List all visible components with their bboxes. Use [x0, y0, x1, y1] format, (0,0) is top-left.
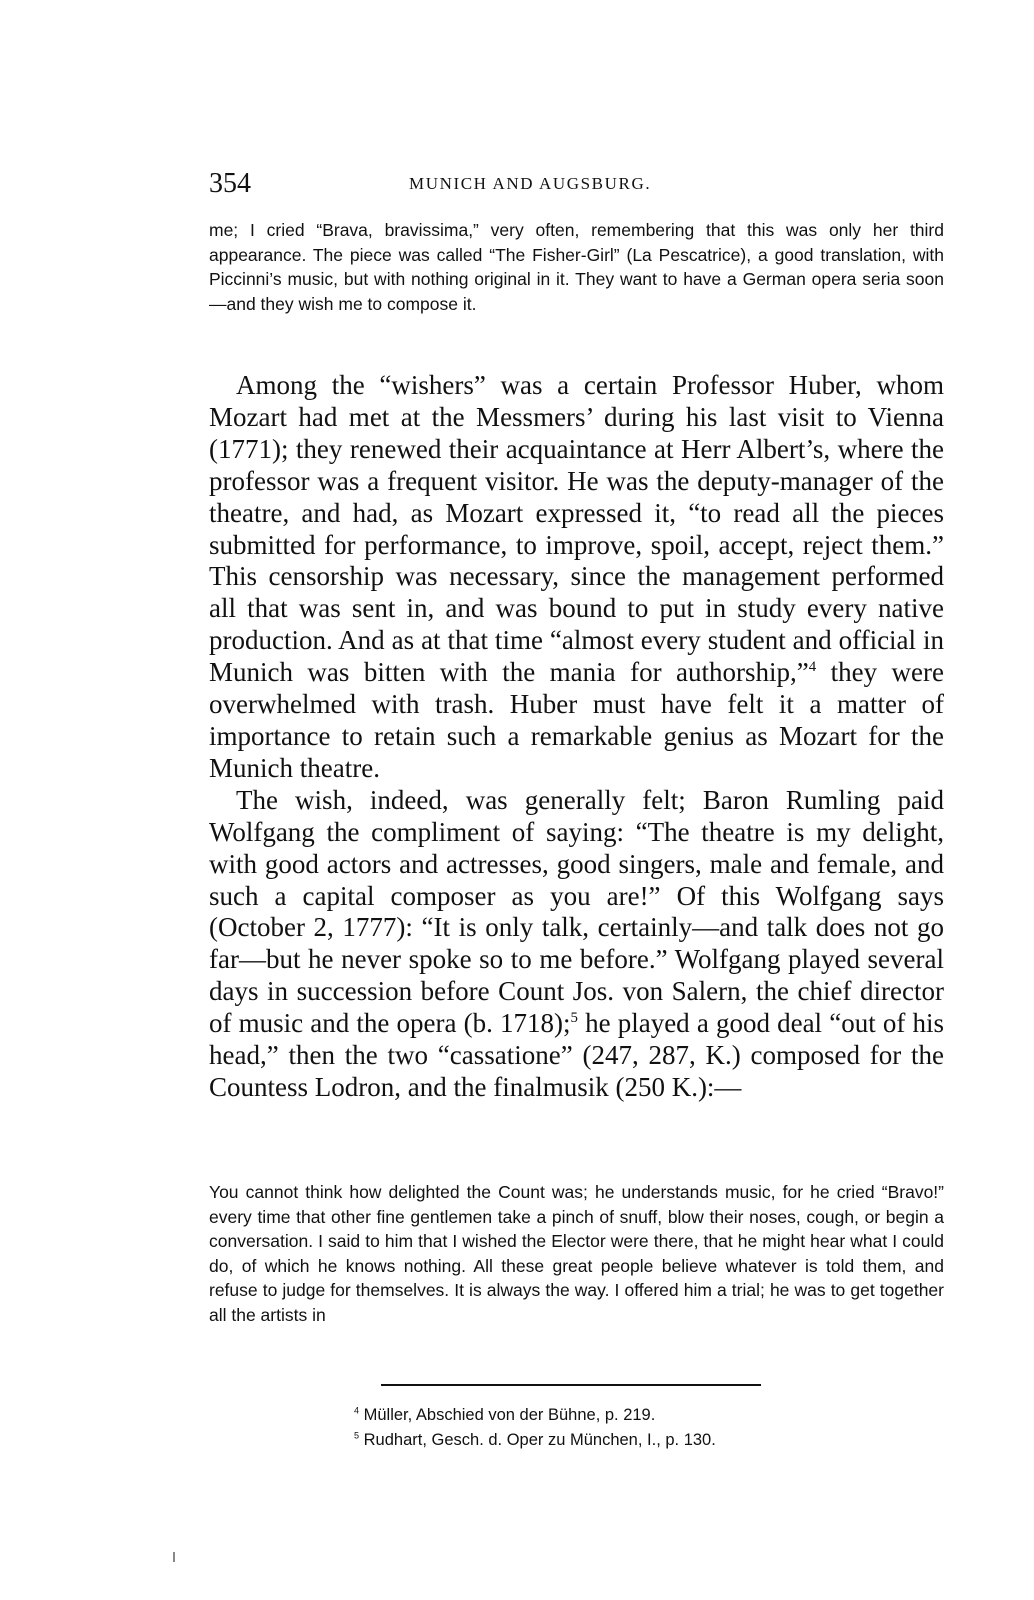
body-paragraph-rumling — [209, 785, 944, 1104]
footnote-5 — [354, 1428, 914, 1453]
paragraph-text: Among the “wishers” was a certain Professor Huber, whom Mozart had met at the Messmers’ during his last visit to Vienna (1771); they renewed their acquaintance at Herr Albert’s, where the professor was a frequent visitor. He was the deputy-manager of the theatre, and had, as Mozart expressed it, “to read all the pieces submitted for performance, to improve, spoil, accept, reject them.” This censorship was necessary, since the management performed all that was sent in, and was bound to put in study every native production. And as at that time “almost every student and official in Munich was bitten with the mania for authorship,” — [209, 370, 944, 688]
body-paragraph-huber — [209, 370, 944, 785]
paragraph-text: The wish, indeed, was generally felt; Baron Rumling paid Wolfgang the compliment of saying: “The theatre is my delight, with good actors and actresses, good singers, male and female, and such a capital composer as you are!” Of this Wolfgang says (October 2, 1777): “It is only talk, certainly—and talk does not go far—but he never spoke so to me before.” Wolfgang played several days in succession before Count Jos. von Salern, the chief director of music and the opera (b. 1718); — [209, 784, 944, 1039]
scan-speck — [173, 1552, 175, 1562]
footnote-separator — [381, 1384, 761, 1386]
quoted-letter-continuation: me; I cried “Brava, bravissima,” very often, remembering that this was only her third appearance. The piece was called “The Fisher-Girl” (La Pescatrice), a good translation, with Piccinni’s music, but with nothing original in it. They want to have a German opera seria soon—and they wish me to compose it. — [209, 220, 944, 314]
paragraph-text: they were overwhelmed with trash. Huber must have felt it a matter of importance to retain such a remarkable genius as Mozart for the Munich theatre. — [209, 657, 944, 783]
footnotes — [354, 1403, 914, 1453]
footnote-reference-4: 4 — [808, 659, 817, 676]
footnote-text: Müller, Abschied von der Bühne, p. 219. — [359, 1406, 656, 1424]
paragraph-text: he played a good deal “out of his head,” then the two “cassatione” (247, 287, K.) composed for the Countess Lodron, and the finalmusik (250 K.):— — [209, 1008, 944, 1102]
page-number: 354 — [209, 168, 251, 199]
footnote-marker: 4 — [354, 1405, 360, 1416]
footnote-text: Rudhart, Gesch. d. Oper zu München, I., p. 130. — [359, 1431, 716, 1449]
footnote-reference-5: 5 — [570, 1010, 578, 1027]
running-header — [209, 166, 944, 202]
footnote-marker: 5 — [354, 1430, 360, 1441]
main-body-text — [209, 370, 944, 1104]
footnote-4 — [354, 1403, 914, 1428]
running-title: MUNICH AND AUGSBURG. — [409, 174, 652, 193]
quoted-letter-count: You cannot think how delighted the Count was; he understands music, for he cried “Bravo!” every time that other fine gentlemen take a pinch of snuff, blow their noses, cough, or begin a conversation. I said to him that I wished the Elector were there, that he might hear what I could do, of which he knows nothing. All these great people believe whatever is told them, and refuse to judge for themselves. It is always the way. I offered him a trial; he was to get together all the artists in — [209, 1182, 944, 1325]
